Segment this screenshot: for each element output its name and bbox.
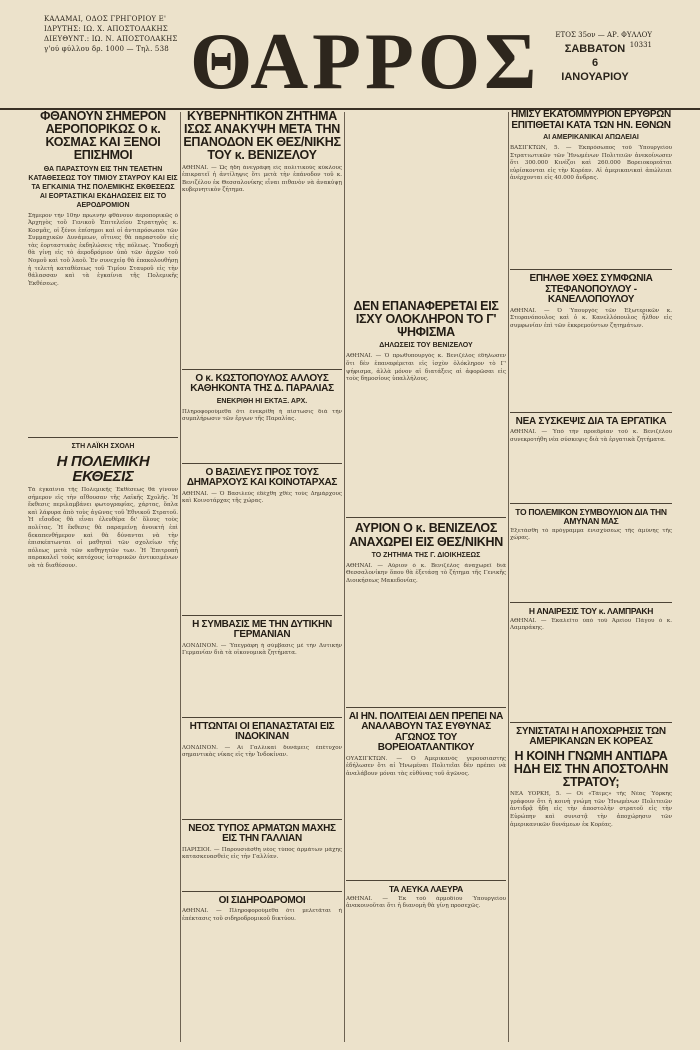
- date-block: [550, 42, 640, 84]
- masthead: [0, 0, 700, 110]
- headline-defense: ΤΟ ΠΟΛΕΜΙΚΟΝ ΣΥΜΒΟΥΛΙΟΝ ΔΙΑ ΤΗΝ ΑΜΥΝΑΝ ΜΑΣ: [515, 507, 667, 526]
- headline-king: Ο ΒΑΣΙΛΕΥΣ ΠΡΟΣ ΤΟΥΣ ΔΗΜΑΡΧΟΥΣ ΚΑΙ ΚΟΙΝΟΤΑΡΧΑΣ: [186, 466, 338, 488]
- subhead-kosmas: ΘΑ ΠΑΡΑΣΤΟΥΝ ΕΙΣ ΤΗΝ ΤΕΛΕΤΗΝ ΚΑΤΑΘΕΣΕΩΣ ΤΟΥ ΤΙΜΙΟΥ ΣΤΑΥΡΟΥ ΚΑΙ ΕΙΣ ΤΑ ΕΓΚΑΙΝΙΑ ΤΗΣ ΠΟΛΕΜΙΚΗΣ ΕΚΘΕΣΕΩΣ ΑΙ ΕΟΡΤΑΣΤΙΚΑΙ ΕΚΔΗΛΩΣΕΙΣ ΕΙΣ ΤΟ ΑΕΡΟΔΡΟΜΙΟΝ: [28, 165, 178, 209]
- column-4: [510, 110, 672, 904]
- month: ΙΑΝΟΥΑΡΙΟΥ: [561, 71, 629, 83]
- article-indochina: ΛΟΝΔΙΝΟΝ. — Αἱ Γαλλικαὶ δυνάμεις ἐπέτυχον σημαντικὰς νίκας εἰς τὴν Ἰνδοκίναν.: [182, 744, 342, 759]
- article-public-opinion: ΝΕΑ ΥΟΡΚΗ, 5. — Οἱ «Τάϊμς» τῆς Νέας Ὑόρκης γράφουν ὅτι ἡ κοινὴ γνώμη τῶν Ἡνωμένων Πολιτειῶν ἀντιδρᾷ ἤδη εἰς τὴν ἀποστολὴν στρατοῦ εἰς τὴν Εὐρώπην καὶ συνιστᾷ τὴν ἀποχώρησιν τῶν ἀμερικανικῶν δυνάμεων ἐκ Κορέας.: [510, 791, 672, 828]
- headline-kosmas: ΦΘΑΝΟΥΝ ΣΗΜΕΡΟΝ ΑΕΡΟΠΟΡΙΚΩΣ Ο κ. ΚΟΣΜΑΣ ΚΑΙ ΞΕΝΟΙ ΕΠΙΣΗΜΟΙ: [40, 109, 166, 163]
- headline-lefka: ΤΑ ΛΕΥΚΑ ΛΑΕΥΡΑ: [389, 883, 463, 894]
- divider: [182, 463, 342, 464]
- headline-government: ΚΥΒΕΡΝΗΤΙΚΟΝ ΖΗΤΗΜΑ ΙΣΩΣ ΑΝΑΚΥΨΗ ΜΕΤΑ ΤΗΝ ΕΠΑΝΟΔΟΝ ΕΚ ΘΕΣ/ΝΙΚΗΣ ΤΟΥ κ. ΒΕΝΙΖΕΛΟΥ: [183, 109, 341, 163]
- column-3: [346, 300, 506, 939]
- newspaper-title: ΘΑΡΡΟΣ: [190, 18, 541, 106]
- article-defense: Ἐξετάσθη τὸ πρόγραμμα ἐνισχύσεως τῆς ἀμύνης τῆς χώρας.: [510, 527, 672, 542]
- divider: [510, 722, 672, 723]
- article-resolution: ΑΘΗΝΑΙ. — Ὁ πρωθυπουργὸς κ. Βενιζέλος ἐδήλωσεν ὅτι δὲν ἐπαναφέρεται εἰς ἰσχὺν ὁλόκληρον τὸ Γ' ψήφισμα, ἀλλὰ μόνον αἱ διατάξεις αἱ ἀφορῶσαι εἰς τοὺς δημοσίους ὑπαλλήλους.: [346, 353, 506, 383]
- headline-germany: Η ΣΥΜΒΑΣΙΣ ΜΕ ΤΗΝ ΔΥΤΙΚΗΝ ΓΕΡΜΑΝΙΑΝ: [192, 618, 332, 640]
- director-line: ΔΙΕΥΘΥΝΤ.: ΙΩ. Ν. ΑΠΟΣΤΟΛΑΚΗΣ: [44, 35, 178, 43]
- article-lambrakis: ΑΘΗΝΑΙ. — Ἐκαλεῖτο ὑπὸ τοῦ Ἀρείου Πάγου ὁ κ. Λαμπράκης.: [510, 617, 672, 632]
- article-government: ΑΘΗΝΑΙ. — Ὡς ἤδη ἀνεγράφη εἰς πολιτικοὺς κύκλους ἐπικρατεῖ ἡ ἀντίληψις ὅτι μετὰ τὴν ἐπάνοδον τοῦ κ. Βενιζέλου ἐκ Θεσσαλονίκης εἶναι πιθανὸν νὰ ἀνακύψῃ κυβερνητικὸν ζήτημα.: [182, 164, 342, 194]
- headline-tanks: ΝΕΟΣ ΤΥΠΟΣ ΑΡΜΑΤΩΝ ΜΑΧΗΣ ΕΙΣ ΤΗΝ ΓΑΛΛΙΑΝ: [188, 822, 336, 844]
- masthead-info: [44, 14, 178, 54]
- divider: [510, 602, 672, 603]
- headline-lambrakis: Η ΑΝΑΙΡΕΣΙΣ ΤΟΥ κ. ΛΑΜΠΡΑΚΗ: [528, 605, 654, 616]
- subhead-reds: ΑΙ ΑΜΕΡΙΚΑΝΙΚΑΙ ΑΠΩΛΕΙΑΙ: [543, 134, 639, 141]
- article-germany: ΛΟΝΔΙΝΟΝ. — Ὑπεγράφη ἡ σύμβασις μὲ τὴν Δυτικὴν Γερμανίαν διὰ τὰ οἰκονομικὰ ζητήματα.: [182, 642, 342, 657]
- divider: [182, 717, 342, 718]
- divider: [28, 437, 178, 438]
- divider: [182, 615, 342, 616]
- article-railways: ΑΘΗΝΑΙ. — Πληροφορούμεθα ὅτι μελετᾶται ἡ ἐπέκτασις τοῦ σιδηροδρομικοῦ δικτύου.: [182, 908, 342, 922]
- day-number: 6: [591, 57, 599, 69]
- article-king: ΑΘΗΝΑΙ. — Ὁ Βασιλεὺς ἐδέχθη χθὲς τοὺς Δημάρχους καὶ Κοινοτάρχας τῆς χώρας.: [182, 490, 342, 505]
- column-1: [28, 110, 178, 1050]
- article-kosmas: Σήμερον τὴν 10ην πρωινὴν φθάνουν ἀεροπορικῶς ὁ Ἀρχηγὸς τοῦ Γενικοῦ Ἐπιτελείου Στρατηγὸς κ. Κοσμᾶς, οἱ ξένοι ἐπίσημοι καὶ οἱ ἀντιπρόσωποι τῶν Συμμαχικῶν Δυνάμεων, οἵτινες θὰ παραστοῦν εἰς τὰς ἐορταστικὰς ἐκδηλώσεις τῆς πόλεως. Ὑποδοχὴ θὰ γίνῃ εἰς τὸ ἀεροδρόμιον ὑπὸ τῶν ἀρχῶν τοῦ Νομοῦ καὶ τοῦ λαοῦ. Ἐν συνεχείᾳ θὰ ἐπακολουθήσῃ ἡ τελετὴ καταθέσεως τοῦ Τιμίου Σταυροῦ εἰς τὴν θάλασσαν καὶ τὰ ἐγκαίνια τῆς Πολεμικῆς Ἐκθέσεως.: [28, 212, 178, 287]
- divider: [510, 503, 672, 504]
- article-exhibition: Τὰ ἐγκαίνια τῆς Πολεμικῆς Ἐκθέσεως θὰ γίνουν σήμερον εἰς τὴν αἴθουσαν τῆς Λαϊκῆς Σχολῆς. Ἡ ἔκθεσις περιλαμβάνει φωτογραφίας, χάρτας, ὅπλα καὶ λάφυρα ἀπὸ τοὺς ἀγῶνας τοῦ Ἐθνικοῦ Στρατοῦ. Ἡ εἴσοδος θὰ εἶναι ἐλευθέρα δι' ὅλους τοὺς πολίτας. Ἡ ἔκθεσις θὰ παραμείνῃ ἀνοικτὴ ἐπὶ δεκαπενθήμερον καὶ θὰ δύνανται νὰ τὴν ἐπισκέπτωνται οἱ μαθηταὶ τῶν σχολείων τῆς πόλεως μετὰ τῶν καθηγητῶν των. Ἡ Ἐπιτροπὴ παρακαλεῖ τοὺς κατόχους ἱστορικῶν ἀντικειμένων νὰ τὰ διαθέσουν.: [28, 487, 178, 569]
- headline-railways: ΟΙ ΣΙΔΗΡΟΔΡΟΜΟΙ: [218, 894, 306, 906]
- headline-resolution: ΔΕΝ ΕΠΑΝΑΦΕΡΕΤΑΙ ΕΙΣ ΙΣΧΥ ΟΛΟΚΛΗΡΟΝ ΤΟ Γ' ΨΗΦΙΣΜΑ: [353, 299, 499, 340]
- divider: [346, 880, 506, 881]
- column-2: [182, 110, 342, 951]
- founder-line: ΙΔΡΥΤΗΣ: ΙΩ. Χ. ΑΠΟΣΤΟΛΑΚΗΣ: [44, 25, 168, 33]
- headline-indochina: ΗΤΤΩΝΤΑΙ ΟΙ ΕΠΑΝΑΣΤΑΤΑΙ ΕΙΣ ΙΝΔΟΚΙΝΑΝ: [189, 720, 335, 742]
- headline-korea: ΣΥΝΙΣΤΑΤΑΙ Η ΑΠΟΧΩΡΗΣΙΣ ΤΩΝ ΑΜΕΡΙΚΑΝΩΝ ΕΚ ΚΟΡΕΑΣ: [516, 725, 666, 748]
- column-divider: [344, 112, 345, 1042]
- price-line: γ'ού φύλλου δρ. 1000 — Τηλ. 538: [44, 45, 169, 53]
- article-lefka: ΑΘΗΝΑΙ. — Ἐκ τοῦ ἀρμοδίου Ὑπουργείου ἀνακοινοῦται ὅτι ἡ διανομὴ θὰ γίνῃ προσεχῶς.: [346, 895, 506, 910]
- article-agreement: ΑΘΗΝΑΙ. — Ὁ Ὑπουργὸς τῶν Ἐξωτερικῶν κ. Στεφανόπουλος καὶ ὁ κ. Κανελλόπουλος ἦλθον εἰς συμφωνίαν ἐπὶ τῶν ἐκκρεμούντων ζητημάτων.: [510, 307, 672, 329]
- divider: [510, 412, 672, 413]
- column-divider: [508, 112, 509, 1042]
- headline-venizelos-trip: ΑΥΡΙΟΝ Ο κ. ΒΕΝΙΖΕΛΟΣ ΑΝΑΧΩΡΕΙ ΕΙΣ ΘΕΣ/ΝΙΚΗΝ: [349, 521, 503, 549]
- subhead-resolution: ΔΗΛΩΣΕΙΣ ΤΟΥ ΒΕΝΙΖΕΛΟΥ: [379, 342, 473, 350]
- article-labor: ΑΘΗΝΑΙ. — Ὑπὸ τὴν προεδρίαν τοῦ κ. Βενιζέλου συνεκροτήθη νέα σύσκεψις διὰ τὰ ἐργατικὰ ζητήματα.: [510, 429, 672, 443]
- article-tanks: ΠΑΡΙΣΙΟΙ. — Παρουσιάσθη νέος τύπος ἀρμάτων μάχης κατασκευασθεὶς εἰς τὴν Γαλλίαν.: [182, 846, 342, 861]
- headline-kostopoulos: Ο κ. ΚΩΣΤΟΠΟΥΛΟΣ ΑΛΛΟΥΣ ΚΑΘΗΚΟΝΤΑ ΤΗΣ Δ. ΠΑΡΑΛΙΑΣ: [190, 372, 334, 394]
- article-venizelos-trip: ΑΘΗΝΑΙ. — Αὔριον ὁ κ. Βενιζέλος ἀναχωρεῖ διὰ Θεσσαλονίκην ὅπου θὰ ἐξετάσῃ τὸ ζήτημα τῆς Γενικῆς Διοικήσεως Μακεδονίας.: [346, 562, 506, 584]
- headline-usa: ΑΙ ΗΝ. ΠΟΛΙΤΕΙΑΙ ΔΕΝ ΠΡΕΠΕΙ ΝΑ ΑΝΑΛΑΒΟΥΝ ΤΑΣ ΕΥΘΥΝΑΣ ΑΓΩΝΟΣ ΤΟΥ ΒΟΡΕΙΟΑΤΛΑΝΤΙΚΟΥ: [348, 710, 504, 754]
- divider: [346, 517, 506, 518]
- subhead-venizelos-trip: ΤΟ ΖΗΤΗΜΑ ΤΗΣ Γ. ΔΙΟΙΚΗΣΕΩΣ: [371, 551, 481, 559]
- headline-agreement: ΕΠΗΛΘΕ ΧΘΕΣ ΣΥΜΦΩΝΙΑ ΣΤΕΦΑΝΟΠΟΥΛΟΥ - ΚΑΝΕΛΛΟΠΟΥΛΟΥ: [529, 273, 653, 305]
- section-label: ΣΤΗ ΛΑΪΚΗ ΣΧΟΛΗ: [71, 442, 135, 450]
- headline-public-opinion: Η ΚΟΙΝΗ ΓΝΩΜΗ ΑΝΤΙΔΡΑ ΗΔΗ ΕΙΣ ΤΗΝ ΑΠΟΣΤΟΛΗΝ ΣΤΡΑΤΟΥ;: [513, 748, 669, 790]
- divider: [346, 707, 506, 708]
- column-divider: [180, 112, 181, 1042]
- article-usa: ΟΥΑΣΙΓΚΤΩΝ. — Ὁ Ἀμερικανὸς γερουσιαστὴς ἐδήλωσεν ὅτι αἱ Ἡνωμέναι Πολιτεῖαι δὲν πρέπει νὰ ἀναλάβουν μόναι τὰς εὐθύνας τοῦ ἀγῶνος.: [346, 755, 506, 777]
- article-reds: ΒΑΣΙΓΚΤΩΝ, 5. — Ἐκπρόσωπος τοῦ Ὑπουργείου Στρατιωτικῶν τῶν Ἡνωμένων Πολιτειῶν ἀνεκοίνωσεν ὅτι 300.000 Κινέζοι καὶ 260.000 Βορειοκορεάται εὑρίσκονται εἰς τὴν Κορέαν. Αἱ ἀμερικανικαὶ ἀπώλειαι ἀνέρχονται εἰς 40.000 ἄνδρας.: [510, 145, 672, 182]
- divider: [182, 819, 342, 820]
- divider: [182, 891, 342, 892]
- headline-labor: ΝΕΑ ΣΥΣΚΕΨΙΣ ΔΙΑ ΤΑ ΕΡΓΑΤΙΚΑ: [515, 415, 667, 427]
- headline-exhibition: Η ΠΟΛΕΜΙΚΗ ΕΚΘΕΣΙΣ: [56, 452, 150, 486]
- issue-number: ΕΤΟΣ 35ον — ΑΡ. ΦΥΛΛΟΥ 10331: [555, 31, 652, 49]
- headline-reds: ΗΜΙΣΥ ΕΚΑΤΟΜΜΥΡΙΟΝ ΕΡΥΘΡΩΝ ΕΠΙΤΙΘΕΤΑΙ ΚΑΤΑ ΤΩΝ ΗΝ. ΕΘΝΩΝ: [511, 109, 671, 131]
- divider: [182, 369, 342, 370]
- address-line: ΚΑΛΑΜΑΙ, ΟΔΟΣ ΓΡΗΓΟΡΙΟΥ Ε': [44, 15, 167, 23]
- weekday: ΣΑΒΒΑΤΟΝ: [564, 43, 626, 55]
- article-kostopoulos: Πληροφορούμεθα ὅτι ἐνεκρίθη ἡ πίστωσις διὰ τὴν συμπλήρωσιν τῶν ἔργων τῆς Παραλίας.: [182, 408, 342, 423]
- divider: [510, 269, 672, 270]
- subhead-kostopoulos: ΕΝΕΚΡΙΘΗ ΗΙ ΕΚΤΑΞ. ΑΡΧ.: [216, 397, 308, 405]
